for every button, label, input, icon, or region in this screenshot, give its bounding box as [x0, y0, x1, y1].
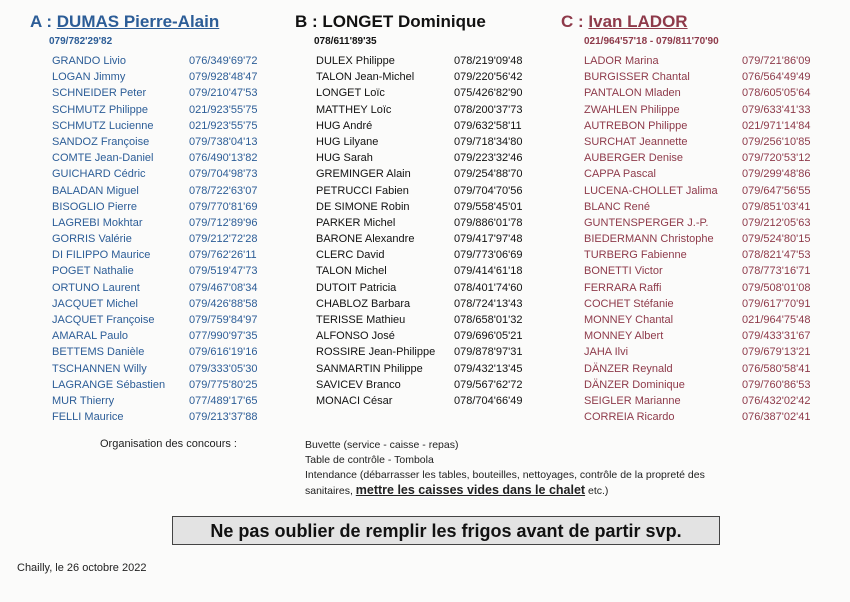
group-b [295, 12, 523, 407]
task-table-controle: Table de contrôle - Tombola [305, 454, 434, 466]
member-name: LAGREBI Mokhtar [52, 216, 143, 229]
member-phone: 079/647'56'55 [742, 184, 811, 197]
member-phone: 079/223'32'46 [454, 152, 523, 165]
member-name: ORTUNO Laurent [52, 281, 140, 294]
group-c [561, 12, 811, 424]
member-name: COCHET Stéfanie [584, 297, 674, 310]
member-name: JACQUET Michel [52, 297, 138, 310]
member-phone: 079/299'48'86 [742, 168, 811, 181]
member-name: CHABLOZ Barbara [316, 297, 411, 310]
member-phone: 078/724'13'43 [454, 297, 523, 310]
member-name: TERISSE Mathieu [316, 314, 406, 326]
task-caisses-highlight: mettre les caisses vides dans le chalet [355, 483, 586, 497]
member-phone: 076/349'69'72 [189, 55, 258, 67]
member-phone: 079/256'10'85 [742, 135, 811, 148]
member-phone: 079/567'62'72 [454, 378, 523, 391]
member-phone: 021/923'55'75 [189, 103, 258, 116]
member-name: MONACI César [316, 394, 393, 407]
member-name: SEIGLER Marianne [584, 394, 681, 407]
member-name: AMARAL Paulo [52, 330, 129, 343]
member-phone: 079/878'97'31 [454, 346, 523, 359]
group-b-leader-phone: 078/611'89'35 [314, 36, 377, 47]
member-phone: 079/775'80'25 [189, 378, 258, 391]
member-phone: 079/851'03'41 [742, 200, 811, 213]
member-phone: 079/738'04'13 [189, 135, 258, 148]
member-phone: 079/770'81'69 [189, 200, 258, 213]
task-sanitaires: sanitaires, [305, 485, 356, 497]
member-name: PETRUCCI Fabien [316, 184, 409, 197]
member-name: GRANDO Livio [52, 55, 126, 67]
member-name: SCHMUTZ Lucienne [52, 119, 154, 132]
member-phone: 079/213'37'88 [189, 411, 258, 424]
member-name: SANDOZ Françoise [52, 135, 150, 148]
member-phone: 079/886'01'78 [454, 216, 523, 229]
member-phone: 079/616'19'16 [189, 346, 258, 359]
member-name: BLANC René [584, 200, 651, 213]
member-phone: 079/467'08'34 [189, 281, 258, 294]
member-phone: 079/254'88'70 [454, 168, 523, 181]
task-etc: etc.) [585, 485, 609, 497]
member-name: FERRARA Raffi [584, 281, 662, 294]
member-name: GUNTENSPERGER J.-P. [584, 216, 709, 229]
member-phone: 078/821'47'53 [742, 249, 811, 262]
member-phone: 076/432'02'42 [742, 394, 811, 407]
member-name: SCHNEIDER Peter [52, 87, 147, 100]
member-name: ROSSIRE Jean-Philippe [316, 346, 436, 359]
task-intendance: Intendance (débarrasser les tables, bouteilles, nettoyages, contrôle de la propreté des [305, 469, 705, 481]
member-phone: 078/401'74'60 [454, 281, 523, 294]
member-name: LUCENA-CHOLLET Jalima [584, 184, 718, 197]
group-a-letter: A : [30, 12, 53, 31]
member-name: HUG André [316, 119, 373, 132]
member-phone: 079/220'56'42 [454, 71, 523, 84]
member-phone: 079/212'72'28 [189, 233, 258, 246]
member-name: GORRIS Valérie [52, 233, 132, 246]
member-name: HUG Lilyane [316, 135, 379, 148]
member-phone: 076/564'49'49 [742, 71, 811, 84]
member-phone: 079/704'70'56 [454, 184, 523, 197]
organisation-tasks [305, 438, 775, 499]
member-name: PARKER Michel [316, 216, 396, 229]
member-name: COMTE Jean-Daniel [52, 152, 154, 165]
member-phone: 075/426'82'90 [454, 87, 523, 100]
member-phone: 076/580'58'41 [742, 362, 811, 375]
member-phone: 078/219'09'48 [454, 55, 523, 67]
member-phone: 076/387'02'41 [742, 411, 811, 424]
group-a-header [30, 12, 219, 32]
member-name: CLERC David [316, 249, 385, 262]
group-b-leader: LONGET Dominique [322, 12, 486, 31]
member-name: DÄNZER Reynald [584, 362, 673, 375]
member-phone: 079/721'86'09 [742, 55, 811, 67]
member-name: BONETTI Victor [584, 265, 663, 278]
member-name: SURCHAT Jeannette [584, 135, 688, 148]
group-a-leader-phone: 079/782'29'82 [49, 36, 113, 47]
member-name: GUICHARD Cédric [52, 168, 146, 181]
member-name: POGET Nathalie [52, 265, 134, 278]
member-phone: 079/760'86'53 [742, 378, 811, 391]
member-name: SANMARTIN Philippe [316, 362, 423, 375]
member-name: GREMINGER Alain [316, 168, 411, 181]
member-phone: 079/720'53'12 [742, 152, 811, 165]
member-phone: 079/617'70'91 [742, 297, 811, 310]
member-phone: 079/519'47'73 [189, 265, 258, 278]
member-name: TURBERG Fabienne [584, 249, 687, 262]
member-phone: 079/212'05'63 [742, 216, 811, 229]
member-name: JACQUET Françoise [52, 314, 155, 326]
member-name: LONGET Loïc [316, 87, 385, 100]
member-name: TSCHANNEN Willy [52, 362, 147, 375]
member-name: LADOR Marina [584, 55, 659, 67]
member-name: BARONE Alexandre [316, 233, 415, 246]
member-name: BURGISSER Chantal [584, 71, 690, 84]
member-phone: 079/928'48'47 [189, 71, 258, 84]
member-name: MONNEY Albert [584, 330, 664, 343]
member-name: DI FILIPPO Maurice [52, 249, 151, 262]
member-phone: 079/759'84'97 [189, 314, 258, 326]
member-name: MUR Thierry [52, 394, 115, 407]
member-phone: 076/490'13'82 [189, 152, 258, 165]
member-phone: 021/923'55'75 [189, 119, 258, 132]
member-name: BIEDERMANN Christophe [584, 233, 714, 246]
member-name: MATTHEY Loïc [316, 103, 392, 116]
member-phone: 079/524'80'15 [742, 233, 811, 246]
member-phone: 079/704'98'73 [189, 168, 258, 181]
member-name: PANTALON Mladen [584, 87, 681, 100]
member-phone: 078/722'63'07 [189, 184, 258, 197]
member-phone: 079/712'89'96 [189, 216, 258, 229]
member-name: LOGAN Jimmy [52, 71, 126, 84]
member-name: DE SIMONE Robin [316, 200, 410, 213]
member-phone: 079/414'61'18 [454, 265, 523, 278]
member-phone: 079/632'58'11 [454, 119, 522, 132]
member-phone: 078/773'16'71 [742, 265, 811, 278]
member-name: ALFONSO José [316, 330, 395, 343]
member-phone: 079/417'97'48 [454, 233, 523, 246]
member-name: HUG Sarah [316, 152, 373, 165]
task-intendance-continued [305, 483, 775, 499]
member-phone: 021/971'14'84 [742, 119, 811, 132]
member-name: CORREIA Ricardo [584, 411, 675, 424]
member-phone: 079/679'13'21 [742, 346, 811, 359]
member-phone: 079/426'88'58 [189, 297, 258, 310]
member-name: LAGRANGE Sébastien [52, 378, 166, 391]
member-phone: 078/605'05'64 [742, 87, 811, 100]
member-phone: 078/658'01'32 [454, 314, 523, 326]
member-phone: 079/333'05'30 [189, 362, 258, 375]
group-c-letter: C : [561, 12, 584, 31]
member-phone: 079/508'01'08 [742, 281, 811, 294]
member-name: CAPPA Pascal [584, 168, 656, 181]
member-name: DULEX Philippe [316, 55, 395, 67]
member-phone: 079/432'13'45 [454, 362, 523, 375]
member-name: BISOGLIO Pierre [52, 200, 137, 213]
member-name: BALADAN Miguel [52, 184, 139, 197]
group-a [30, 12, 258, 424]
member-name: DÄNZER Dominique [584, 378, 685, 391]
member-name: SCHMUTZ Philippe [52, 103, 148, 116]
member-name: AUTREBON Philippe [584, 119, 688, 132]
group-b-header [295, 12, 486, 32]
member-name: ZWAHLEN Philippe [584, 103, 680, 116]
member-name: BETTEMS Danièle [52, 346, 145, 359]
member-phone: 079/433'31'67 [742, 330, 811, 343]
member-name: TALON Jean-Michel [316, 71, 415, 84]
member-phone: 078/704'66'49 [454, 394, 523, 407]
group-b-letter: B : [295, 12, 318, 31]
member-phone: 021/964'75'48 [742, 314, 811, 326]
member-name: JAHA Ilvi [584, 346, 629, 359]
member-name: FELLI Maurice [52, 411, 124, 424]
member-phone: 079/773'06'69 [454, 249, 523, 262]
member-phone: 079/210'47'53 [189, 87, 258, 100]
member-phone: 079/696'05'21 [454, 330, 523, 343]
member-name: TALON Michel [316, 265, 387, 278]
date-footer: Chailly, le 26 octobre 2022 [17, 562, 147, 574]
member-phone: 077/990'97'35 [189, 330, 258, 343]
member-phone: 079/718'34'80 [454, 135, 523, 148]
member-name: MONNEY Chantal [584, 314, 674, 326]
member-phone: 078/200'37'73 [454, 103, 523, 116]
member-name: DUTOIT Patricia [316, 281, 397, 294]
reminder-banner: Ne pas oublier de remplir les frigos avant de partir svp. [172, 516, 720, 545]
group-c-leader: Ivan LADOR [588, 12, 688, 31]
member-phone: 079/762'26'11 [189, 249, 257, 262]
group-c-leader-phone: 021/964'57'18 - 079/811'70'90 [584, 36, 719, 47]
member-name: SAVICEV Branco [316, 378, 401, 391]
group-c-header [561, 12, 688, 32]
group-a-leader: DUMAS Pierre-Alain [56, 12, 220, 31]
task-buvette: Buvette (service - caisse - repas) [305, 439, 459, 451]
member-name: AUBERGER Denise [584, 152, 684, 165]
organisation-label: Organisation des concours : [100, 438, 237, 450]
member-phone: 079/633'41'33 [742, 103, 811, 116]
member-phone: 077/489'17'65 [189, 394, 258, 407]
member-phone: 079/558'45'01 [454, 200, 523, 213]
